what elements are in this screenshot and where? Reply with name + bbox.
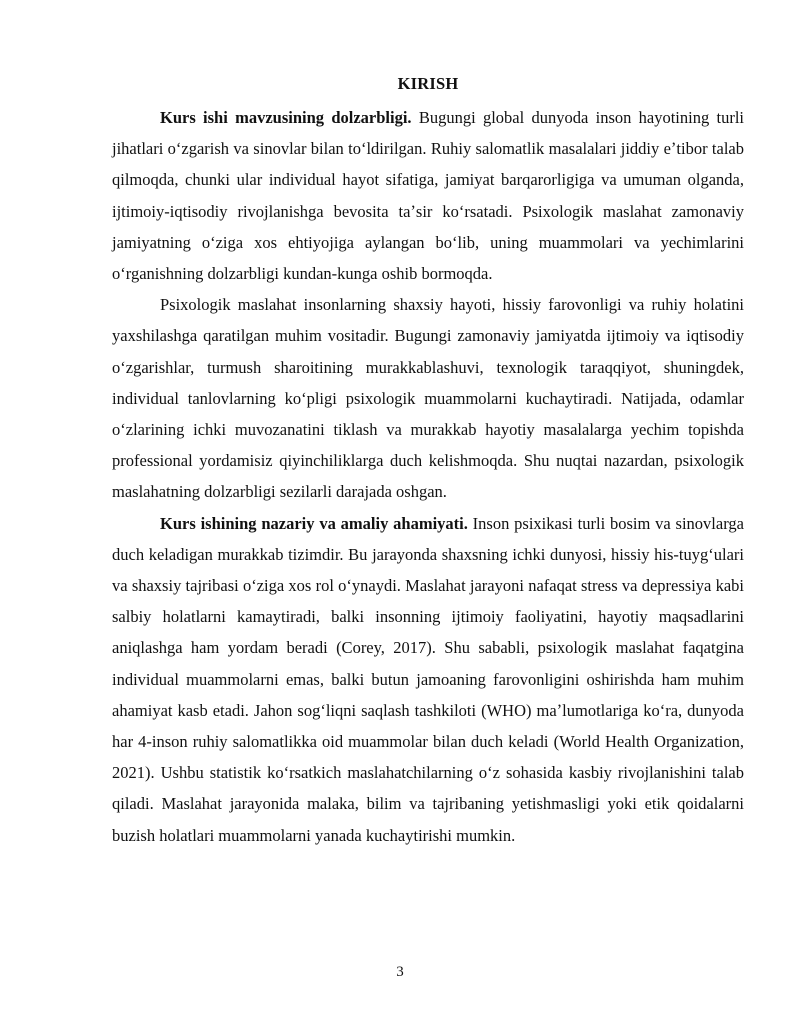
paragraph-lead: Kurs ishining nazariy va amaliy ahamiyati. [160, 513, 468, 533]
page-title: KIRISH [397, 74, 459, 93]
paragraph-lead: Kurs ishi mavzusining dolzarbligi. [160, 108, 412, 127]
paragraph-text: Psixologik maslahat insonlarning shaxsiy hayoti, hissiy farovonligi va ruhiy holatini yaxshilashga qaratilgan muhim vositadir. Bugungi zamonaviy jamiyatda ijtimoiy va iqtisodiy oʻzgarishlar, turmush sharoitining murakkablashuvi, texnologik taraqqiyot, shuningdek, individual tanlovlarning koʻpligi psixologik muammolarni kuchaytiradi. Natijada, odamlar oʻzlarining ichki muvozanatini tiklash va murakkab hayotiy masalalarga yechim topishda professional yordamisiz qiyinchiliklarga duch kelishmoqda. Shu nuqtai nazardan, psixologik maslahatning dolzarbligi sezilarli darajada oshgan. [112, 295, 744, 502]
paragraph-significance [112, 508, 744, 851]
paragraph-text: Bugungi global dunyoda inson hayotining turli jihatlari oʻzgarish va sinovlar bilan toʻldirilgan. Ruhiy salomatlik masalalari jiddiy eʼtibor talab qilmoqda, chunki ular individual hayot sifatiga, jamiyat barqarorligiga va umuman olganda, ijtimoiy-iqtisodiy rivojlanishga bevosita taʼsir koʻrsatadi. Psixologik maslahat zamonaviy jamiyatning oʻziga xos ehtiyojiga aylangan boʻlib, uning muammolari va yechimlarini oʻrganishning dolzarbligi kundan-kunga oshib bormoqda. [112, 108, 745, 284]
page-content [112, 72, 744, 851]
paragraph-relevance [112, 102, 744, 289]
paragraph-text: Inson psixikasi turli bosim va sinovlarga duch keladigan murakkab tizimdir. Bu jarayonda shaxsning ichki dunyosi, hissiy his-tuygʻulari va shaxsiy tajribasi oʻziga xos rol oʻynaydi. Maslahat jarayoni nafaqat stress va depressiya kabi salbiy holatlarni kamaytiradi, balki insonning ijtimoiy faoliyatini, hayotiy maqsadlarini aniqlashga ham yordam beradi (Corey, 2017). Shu sababli, psixologik maslahat faqatgina individual muammolarni emas, balki butun jamoaning farovonligini oshirishda ham muhim ahamiyat kasb etadi. Jahon sogʻliqni saqlash tashkiloti (WHO) maʼlumotlariga koʻra, dunyoda har 4-inson ruhiy salomatlikka oid muammolar bilan duch keladi (World Health Organization, 2021). Ushbu statistik koʻrsatkich maslahatchilarning oʻz sohasida kasbiy rivojlanishini talab qiladi. Maslahat jarayonida malaka, bilim va tajribaning yetishmasligi yoki etik qoidalarni buzish holatlari muammolarni yanada kuchaytirishi mumkin. [112, 513, 744, 845]
paragraph-psychological-counseling [112, 289, 744, 507]
page-number: 3 [396, 964, 404, 980]
